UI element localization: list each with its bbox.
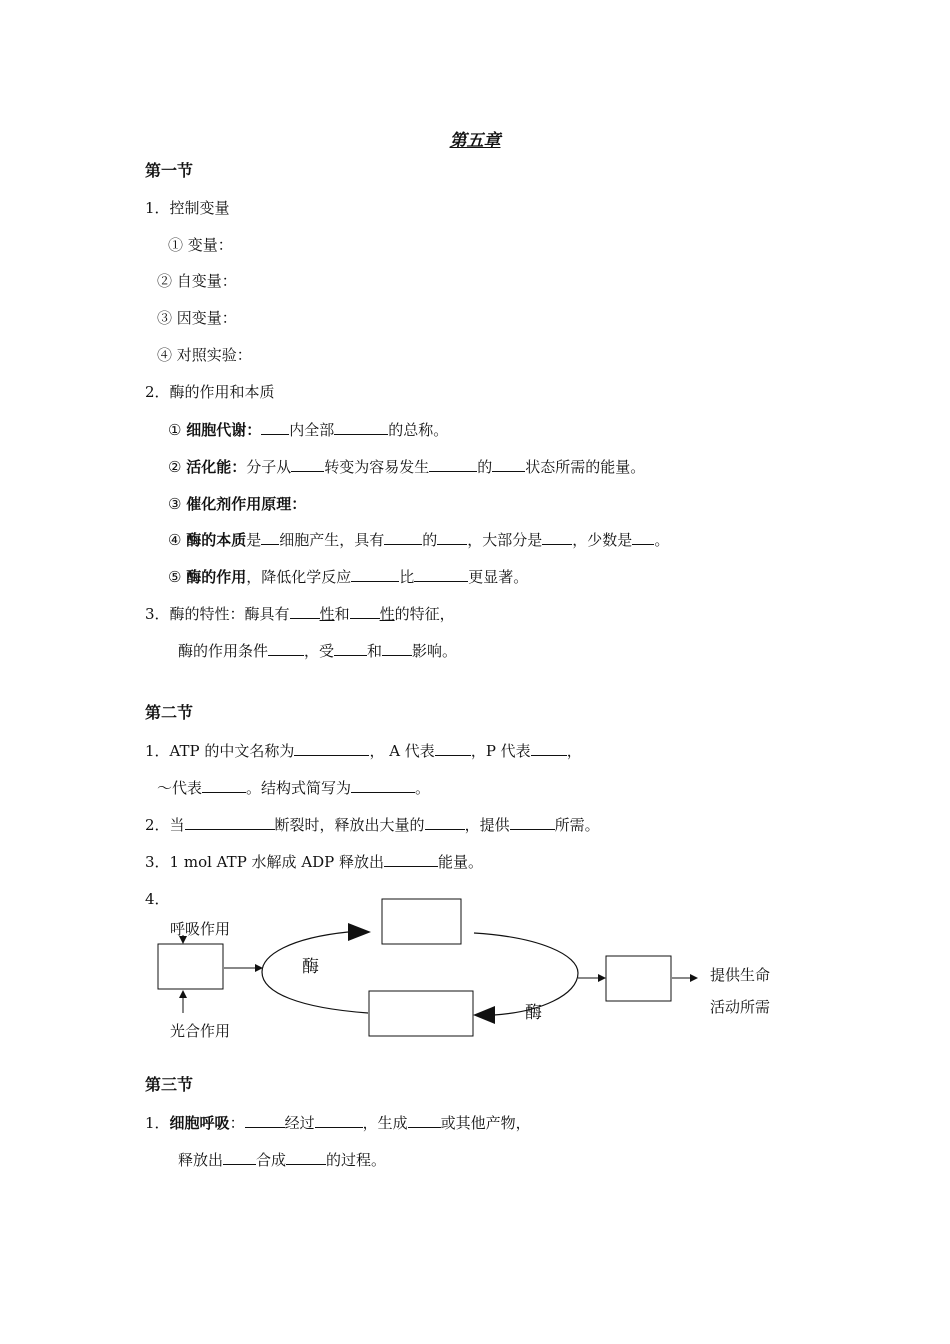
s1-q2a-text: 的总称。: [388, 421, 449, 439]
s3-q1-text: ，生成: [362, 1114, 408, 1132]
s1-q2d-text: 是: [246, 531, 262, 549]
s1-q2: 2．酶的作用和本质: [145, 383, 275, 401]
s1-q3-text: 的特征，: [394, 605, 455, 623]
s2-q1-text: ，: [566, 742, 582, 760]
s1-q3-text: 性: [319, 605, 335, 623]
output-box[interactable]: [606, 956, 671, 1001]
s1-q2a-term: 细胞代谢：: [186, 421, 262, 439]
s3-q1-text: 经过: [284, 1114, 315, 1132]
s2-q2-text: 2．当: [145, 816, 185, 834]
s2-q1b-text: 。: [415, 779, 431, 797]
section-3-heading: 第三节: [145, 1075, 194, 1094]
respiration-label: 呼吸作用: [170, 920, 231, 938]
s1-q2d-text: 细胞产生，具有: [279, 531, 385, 549]
blank[interactable]: [223, 1150, 256, 1165]
s1-q1c: ③ 因变量：: [157, 309, 237, 327]
s1-q2b-text: 的: [477, 458, 493, 476]
s2-q3-text: 能量。: [438, 853, 484, 871]
s1-q1a: ① 变量：: [168, 236, 233, 254]
arrowhead-bottom: [473, 1006, 495, 1024]
s3-q1-term: 细胞呼吸: [169, 1114, 230, 1132]
s2-q1b-text: 。结构式简写为: [246, 779, 352, 797]
s1-q3b-text: 酶的作用条件: [178, 642, 269, 660]
s1-q3-text: 和: [334, 605, 350, 623]
s1-q1d: ④ 对照实验：: [157, 346, 252, 364]
s1-q3-text: 性: [379, 605, 395, 623]
s2-q1-text: ，P 代表: [470, 742, 531, 760]
blank[interactable]: [245, 1113, 285, 1128]
s1-q2b-term: 活化能：: [186, 458, 247, 476]
s1-q2d-text: ，少数是: [572, 531, 633, 549]
blank[interactable]: [408, 1113, 441, 1128]
s3-q1-text: ：: [229, 1114, 245, 1132]
s1-q2e-text: 比: [399, 568, 415, 586]
s1-q2b-text: 转变为容易发生: [324, 458, 430, 476]
s1-q2b-num: ②: [168, 458, 187, 476]
bottom-box[interactable]: [369, 991, 473, 1036]
s3-q1b-text: 合成: [256, 1151, 287, 1169]
s1-q2c-term: 催化剂作用原理：: [186, 495, 307, 513]
s2-q1b-text: ～代表: [157, 779, 203, 797]
s3-q1b-text: 释放出: [178, 1151, 224, 1169]
s2-q3-text: 3．1 mol ATP 水解成 ADP 释放出: [145, 853, 385, 871]
provide-label-2: 活动所需: [710, 998, 771, 1016]
blank[interactable]: [315, 1113, 363, 1128]
top-box[interactable]: [382, 899, 461, 944]
s1-q3b-text: 和: [367, 642, 383, 660]
s1-q2d-num: ④: [168, 531, 187, 549]
s1-q1b: ② 自变量：: [157, 272, 237, 290]
s1-q2d-term: 酶的本质: [186, 531, 247, 549]
chapter-title: 第五章: [449, 131, 501, 151]
s2-q2-text: ，提供: [464, 816, 510, 834]
s1-q2e-text: 更显著。: [468, 568, 529, 586]
s1-q2c-num: ③: [168, 495, 187, 513]
s1-q3-text: 3．酶的特性：酶具有: [145, 605, 290, 623]
s3-q1: [145, 1113, 531, 1133]
s1-q2e-text: ，降低化学反应: [246, 568, 352, 586]
s1-q2a-text: 内全部: [289, 421, 335, 439]
s3-q1-text: 或其他产物，: [440, 1114, 531, 1132]
s1-q3b-text: ，受: [304, 642, 335, 660]
s3-q1b-text: 的过程。: [326, 1151, 387, 1169]
s2-q4: 4．: [145, 890, 170, 908]
s1-q3b-text: 影响。: [412, 642, 458, 660]
s1-q2d-text: 。: [654, 531, 670, 549]
s2-q2-text: 所需。: [554, 816, 600, 834]
blank[interactable]: [286, 1150, 326, 1165]
s2-q1-text: 1．ATP 的中文名称为: [145, 742, 295, 760]
arrowhead-top: [348, 923, 371, 941]
s1-q2e-term: 酶的作用: [186, 568, 247, 586]
enzyme-label-top: 酶: [302, 957, 319, 977]
s1-q2a-num: ①: [168, 421, 187, 439]
enzyme-label-bottom: 酶: [525, 1003, 542, 1023]
provide-label-1: 提供生命: [710, 966, 771, 984]
input-box[interactable]: [158, 944, 223, 989]
s1-q2d-text: 的: [422, 531, 438, 549]
s2-q2-text: 断裂时，释放出大量的: [274, 816, 425, 834]
section-2-heading: 第二节: [145, 703, 194, 722]
s1-q2b-text: 分子从: [246, 458, 292, 476]
s3-q1b: [178, 1150, 386, 1170]
s1-q2b-text: 状态所需的能量。: [525, 458, 646, 476]
section-1-heading: 第一节: [145, 161, 194, 180]
s1-q2e-num: ⑤: [168, 568, 187, 586]
s2-q1-text: ， A 代表: [369, 742, 435, 760]
photosynthesis-label: 光合作用: [170, 1022, 231, 1040]
s1-q2d-text: ，大部分是: [467, 531, 543, 549]
s1-q1: 1．控制变量: [145, 199, 230, 217]
s3-q1-num: 1．: [145, 1114, 170, 1132]
